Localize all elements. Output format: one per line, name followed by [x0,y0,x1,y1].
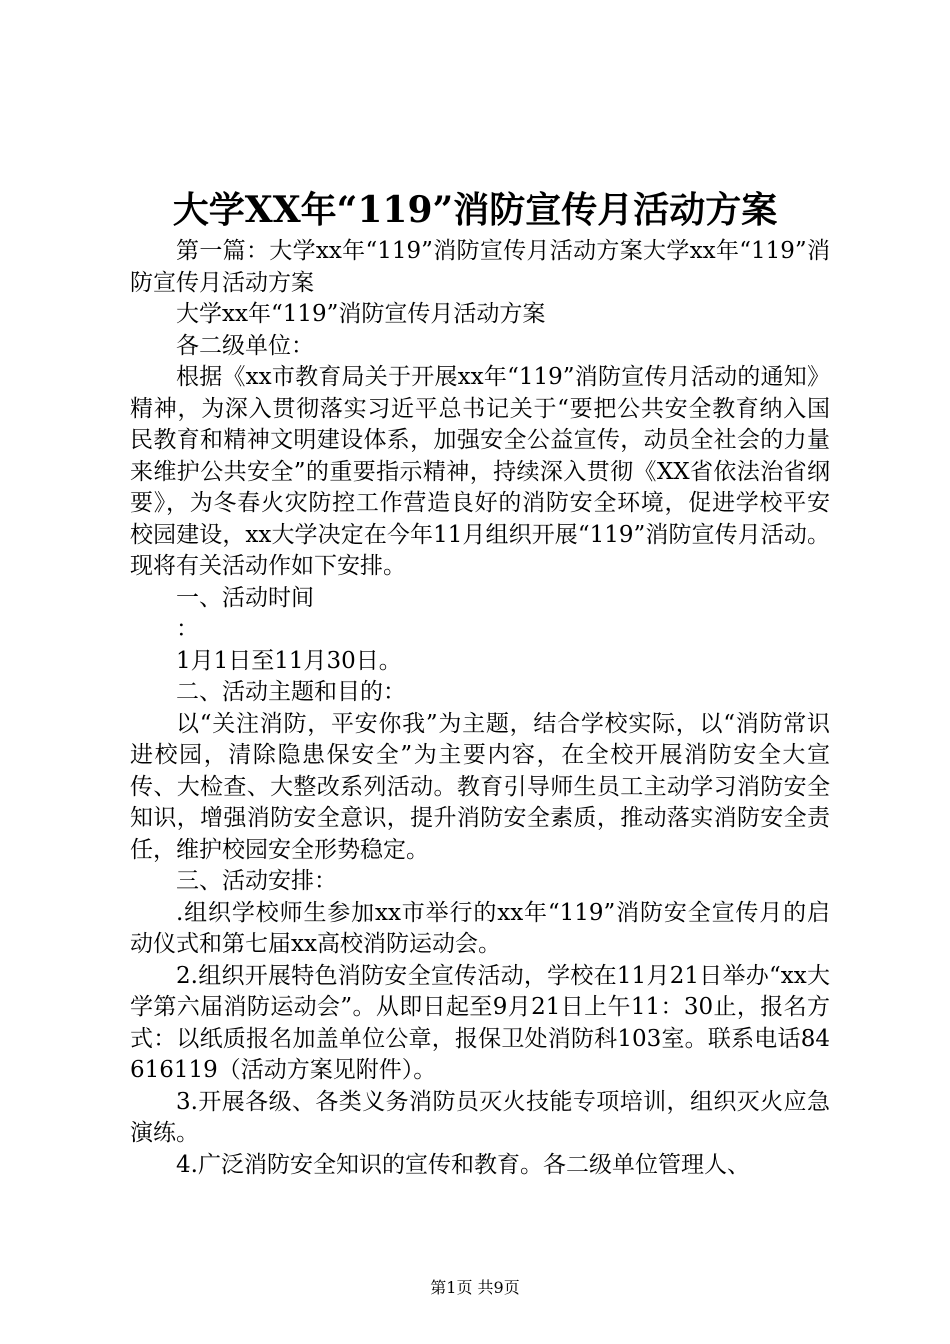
paragraph: 以“关注消防，平安你我”为主题，结合学校实际，以“消防常识进校园，清除隐患保安全”为主要内容，在全校开展消防安全大宣传、大检查、大整改系列活动。教育引导师生员工主动学习消防安全知识，增强消防安全意识，提升消防安全素质，推动落实消防安全责任，维护校园安全形势稳定。 [130,710,830,863]
paragraph: 各二级单位： [176,332,314,359]
section-heading: 一、活动时间 [176,584,314,611]
section-heading: 三、活动安排： [176,868,337,894]
document-body [130,236,830,1181]
paragraph: ： [176,616,199,642]
paragraph: 1月1日至11月30日。 [176,647,402,674]
paragraph: 根据《xx市教育局关于开展xx年“119”消防宣传月活动的通知》精神，为深入贯彻落实习近平总书记关于“要把公共安全教育纳入国民教育和精神文明建设体系，加强安全公益宣传，动员全社会的力量来维护公共安全”的重要指示精神，持续深入贯彻《XX省依法治省纲要》，为冬春火灾防控工作营造良好的消防安全环境，促进学校平安校园建设，xx大学决定在今年11月组织开展“119”消防宣传月活动。现将有关活动作如下安排。 [130,364,830,579]
paragraph: 大学xx年“119”消防宣传月活动方案 [176,301,546,327]
page-number: 第1页 共9页 [430,1278,520,1297]
list-item: 4.广泛消防安全知识的宣传和教育。各二级单位管理人、 [176,1151,750,1178]
list-item: 3.开展各级、各类义务消防员灭火技能专项培训，组织灭火应急演练。 [130,1088,830,1146]
document-title: 大学XX年“119”消防宣传月活动方案 [172,189,778,231]
list-item: .组织学校师生参加xx市举行的xx年“119”消防安全宣传月的启动仪式和第七届xx高校消防运动会。 [130,899,830,957]
paragraph: 第一篇：大学xx年“119”消防宣传月活动方案大学xx年“119”消防宣传月活动方案 [130,238,830,296]
list-item: 2.组织开展特色消防安全宣传活动，学校在11月21日举办“xx大学第六届消防运动会”。从即日起至9月21日上午11：30止，报名方式：以纸质报名加盖单位公章，报保卫处消防科103室。联系电话84616119（活动方案见附件）。 [130,962,830,1083]
section-heading: 二、活动主题和目的： [176,679,406,705]
